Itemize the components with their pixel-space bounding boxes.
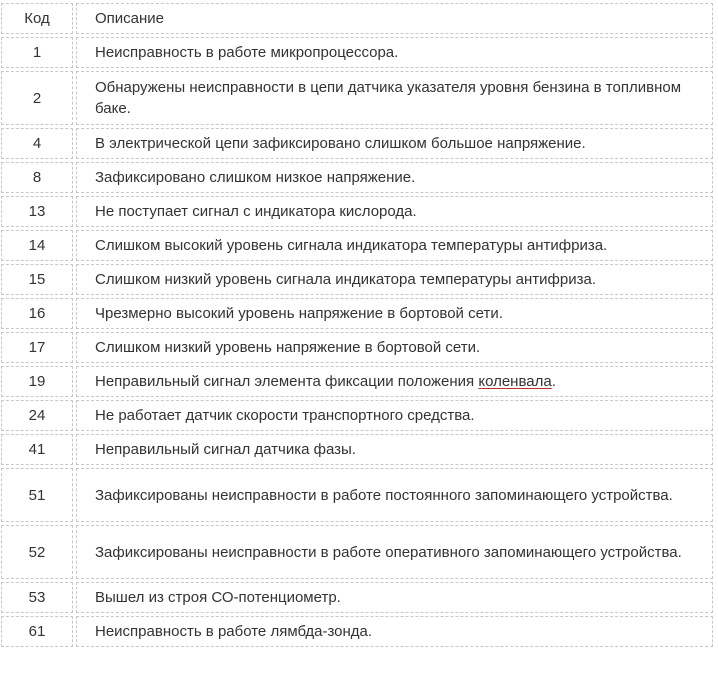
code-cell: 61: [1, 616, 73, 647]
description-cell: Обнаружены неисправности в цепи датчика указателя уровня бензина в топливном баке.: [76, 71, 713, 125]
description-cell: Зафиксировано слишком низкое напряжение.: [76, 162, 713, 193]
description-cell: Неправильный сигнал датчика фазы.: [76, 434, 713, 465]
code-cell: 13: [1, 196, 73, 227]
table-row: [1, 332, 713, 363]
crankshaft-term: коленвала: [478, 373, 552, 390]
code-cell: 17: [1, 332, 73, 363]
code-cell: 4: [1, 128, 73, 159]
description-cell: Слишком низкий уровень напряжение в бортовой сети.: [76, 332, 713, 363]
table-row: [1, 525, 713, 579]
description-cell: Неисправность в работе лямбда-зонда.: [76, 616, 713, 647]
table-row: [1, 400, 713, 431]
code-cell: 2: [1, 71, 73, 125]
table-row: [1, 71, 713, 125]
table-row: [1, 230, 713, 261]
table-row: [1, 264, 713, 295]
code-cell: 15: [1, 264, 73, 295]
code-cell: 41: [1, 434, 73, 465]
table-body: [1, 37, 713, 647]
description-text-end: .: [551, 373, 556, 390]
description-cell: Не поступает сигнал с индикатора кислорода.: [76, 196, 713, 227]
description-cell: Слишком высокий уровень сигнала индикатора температуры антифриза.: [76, 230, 713, 261]
description-cell: Зафиксированы неисправности в работе оперативного запоминающего устройства.: [76, 525, 713, 579]
description-cell: В электрической цепи зафиксировано слишком большое напряжение.: [76, 128, 713, 159]
code-cell: 8: [1, 162, 73, 193]
code-cell: 24: [1, 400, 73, 431]
column-header-code: Код: [1, 3, 73, 34]
code-cell: 14: [1, 230, 73, 261]
table-header: [1, 3, 713, 34]
description-cell: Зафиксированы неисправности в работе постоянного запоминающего устройства.: [76, 468, 713, 522]
table-row: [1, 616, 713, 647]
table-row: [1, 196, 713, 227]
table-row: [1, 434, 713, 465]
description-cell: Чрезмерно высокий уровень напряжение в бортовой сети.: [76, 298, 713, 329]
description-cell: Вышел из строя СО-потенциометр.: [76, 582, 713, 613]
table-row: [1, 366, 713, 397]
code-cell: 51: [1, 468, 73, 522]
table-row: [1, 162, 713, 193]
table-row: [1, 128, 713, 159]
table-row: [1, 582, 713, 613]
code-cell: 52: [1, 525, 73, 579]
description-cell: Неисправность в работе микропроцессора.: [76, 37, 713, 68]
table-row: [1, 468, 713, 522]
code-cell: 19: [1, 366, 73, 397]
description-text: Неправильный сигнал элемента фиксации положения: [95, 373, 479, 390]
table-row: [1, 37, 713, 68]
code-cell: 1: [1, 37, 73, 68]
code-cell: 53: [1, 582, 73, 613]
table-row: [1, 298, 713, 329]
header-row: [1, 3, 713, 34]
description-cell: [76, 366, 713, 397]
description-cell: Не работает датчик скорости транспортного средства.: [76, 400, 713, 431]
code-cell: 16: [1, 298, 73, 329]
column-header-description: Описание: [76, 3, 713, 34]
description-cell: Слишком низкий уровень сигнала индикатора температуры антифриза.: [76, 264, 713, 295]
